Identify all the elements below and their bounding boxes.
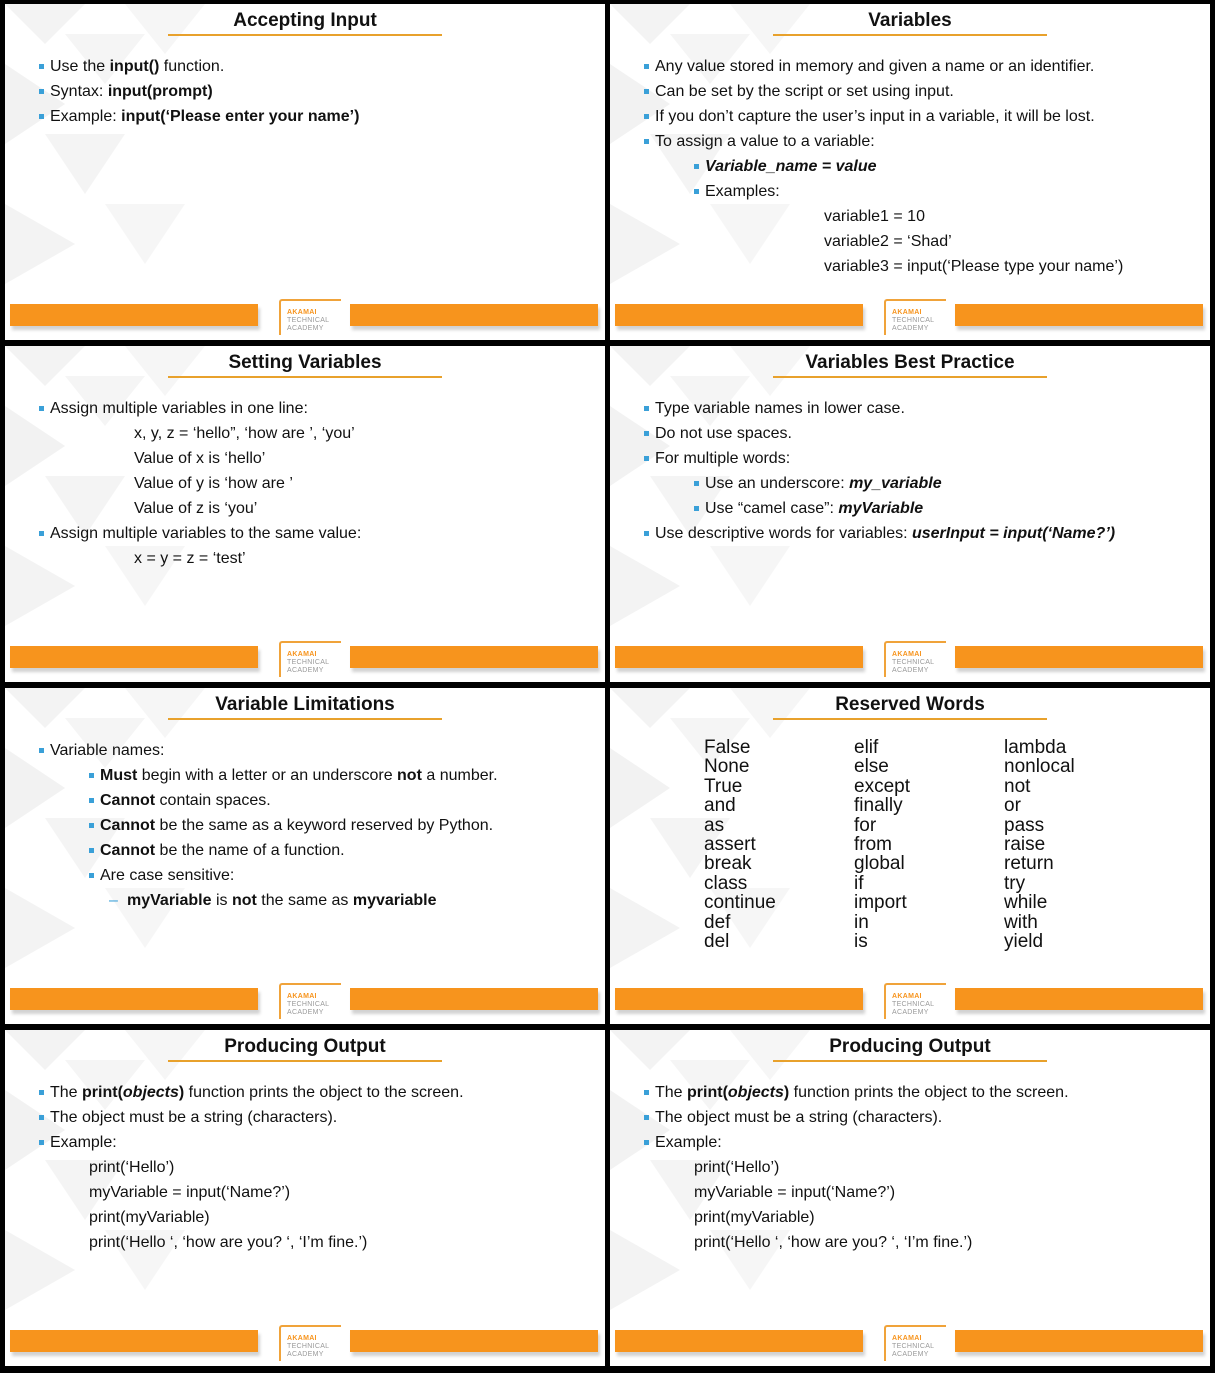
akamai-logo: AKAMAI TECHNICAL ACADEMY — [884, 299, 946, 335]
slide-title: Producing Output — [829, 1036, 991, 1057]
reserved-word: and — [704, 795, 736, 817]
reserved-word: def — [704, 911, 731, 933]
reserved-word: continue — [704, 892, 776, 914]
slide-producing-output-2 — [610, 1030, 1210, 1366]
reserved-word: in — [854, 911, 869, 933]
code-line: x, y, z = ‘hello”, ‘how are ’, ‘you’ — [134, 425, 355, 442]
code-line: myVariable = input(‘Name?’) — [89, 1184, 291, 1201]
slide-footer — [610, 641, 1210, 682]
slide-footer — [5, 983, 605, 1024]
title-underline — [773, 34, 1047, 36]
slide-content — [39, 738, 595, 913]
slide-reserved-words — [610, 688, 1210, 1024]
code-line: variable1 = 10 — [824, 208, 925, 225]
bullet: If you don’t capture the user’s input in a variable, it will be lost. — [644, 104, 1200, 129]
sub-bullet: Cannot contain spaces. — [39, 788, 595, 813]
sub-bullet: Cannot be the name of a function. — [39, 838, 595, 863]
reserved-word: from — [854, 834, 892, 856]
reserved-word: None — [704, 756, 750, 778]
bullet: The print(objects) function prints the object to the screen. — [644, 1080, 1200, 1105]
slide-content — [39, 396, 595, 571]
code-line: myVariable = input(‘Name?’) — [694, 1184, 896, 1201]
sub-bullet: Must begin with a letter or an underscore not a number. — [39, 763, 595, 788]
reserved-word: True — [704, 775, 743, 797]
footer-bar-right — [955, 304, 1203, 326]
title-underline — [168, 34, 442, 36]
reserved-word: del — [704, 931, 730, 953]
bullet: Example: — [644, 1130, 1200, 1155]
title-underline — [168, 718, 442, 720]
sub-bullet: Are case sensitive: — [39, 863, 595, 888]
reserved-word: else — [854, 756, 889, 778]
footer-bar-right — [955, 646, 1203, 668]
reserved-word: is — [854, 931, 868, 953]
code-line: print(‘Hello’) — [89, 1159, 175, 1176]
footer-bar-left — [615, 988, 863, 1010]
slide-producing-output-1 — [5, 1030, 605, 1366]
footer-bar-left — [10, 1330, 258, 1352]
reserved-word: for — [854, 814, 877, 836]
reserved-word: return — [1004, 853, 1054, 875]
sub-bullet: Use an underscore: my_variable — [644, 471, 1200, 496]
reserved-word: import — [854, 892, 907, 914]
code-line: Value of x is ‘hello’ — [134, 450, 266, 467]
footer-bar-left — [615, 1330, 863, 1352]
slide-footer — [610, 299, 1210, 340]
slide-title: Reserved Words — [835, 694, 985, 715]
reserved-word: assert — [704, 834, 756, 856]
bullet: Variable names: — [39, 738, 595, 763]
reserved-word: try — [1004, 872, 1026, 894]
dash-item: – myVariable is not the same as myvariable — [39, 888, 595, 913]
slide-content — [39, 1080, 595, 1255]
code-line: print(‘Hello ‘, ‘how are you? ‘, ‘I’m fine.’) — [89, 1234, 368, 1251]
bullet: The object must be a string (characters). — [39, 1105, 595, 1130]
reserved-word: global — [854, 853, 905, 875]
footer-bar-left — [10, 646, 258, 668]
code-line: Value of y is ‘how are ’ — [134, 475, 293, 492]
background-pattern — [5, 4, 335, 304]
bullet: Syntax: input(prompt) — [39, 79, 595, 104]
title-underline — [168, 376, 442, 378]
reserved-word: elif — [854, 737, 879, 758]
footer-bar-left — [10, 304, 258, 326]
slide-variables — [610, 4, 1210, 340]
bullet: Example: — [39, 1130, 595, 1155]
reserved-words-col-3 — [1004, 738, 1075, 951]
reserved-word: yield — [1004, 931, 1044, 953]
slide-footer — [610, 1325, 1210, 1366]
sub-bullet: Use “camel case”: myVariable — [644, 496, 1200, 521]
slide-title: Setting Variables — [228, 352, 382, 373]
bullet: The object must be a string (characters). — [644, 1105, 1200, 1130]
code-line: print(myVariable) — [694, 1209, 815, 1226]
slide-variables-best-practice — [610, 346, 1210, 682]
reserved-word: finally — [854, 795, 903, 817]
slide-setting-variables — [5, 346, 605, 682]
slide-title: Producing Output — [224, 1036, 386, 1057]
akamai-logo: AKAMAI TECHNICAL ACADEMY — [279, 299, 341, 335]
code-line: variable3 = input(‘Please type your name’) — [824, 258, 1124, 275]
slide-content — [39, 54, 595, 129]
reserved-word: with — [1004, 911, 1038, 933]
akamai-logo: AKAMAI TECHNICAL ACADEMY — [279, 983, 341, 1019]
bullet: Do not use spaces. — [644, 421, 1200, 446]
slide-title: Variables — [868, 10, 952, 31]
reserved-word: pass — [1004, 814, 1045, 836]
code-line: print(myVariable) — [89, 1209, 210, 1226]
akamai-logo: AKAMAI TECHNICAL ACADEMY — [884, 1325, 946, 1361]
reserved-word: raise — [1004, 834, 1046, 856]
slide-footer — [5, 299, 605, 340]
bullet: Use the input() function. — [39, 54, 595, 79]
title-underline — [773, 376, 1047, 378]
bullet: Can be set by the script or set using input. — [644, 79, 1200, 104]
footer-bar-left — [615, 304, 863, 326]
slide-accepting-input — [5, 4, 605, 340]
title-underline — [773, 1060, 1047, 1062]
bullet: Type variable names in lower case. — [644, 396, 1200, 421]
reserved-word: or — [1004, 795, 1021, 817]
reserved-word: class — [704, 872, 748, 894]
reserved-word: lambda — [1004, 737, 1067, 758]
code-line: x = y = z = ‘test’ — [134, 550, 246, 567]
slide-title: Variable Limitations — [215, 694, 395, 715]
akamai-logo: AKAMAI TECHNICAL ACADEMY — [279, 641, 341, 677]
title-underline — [168, 1060, 442, 1062]
sub-bullet: Cannot be the same as a keyword reserved by Python. — [39, 813, 595, 838]
slide-content — [644, 1080, 1200, 1255]
footer-bar-right — [350, 304, 598, 326]
reserved-word: not — [1004, 775, 1031, 797]
slide-footer — [5, 1325, 605, 1366]
sub-bullet: Variable_name = value — [644, 154, 1200, 179]
reserved-word: False — [704, 737, 751, 758]
slide-title: Variables Best Practice — [805, 352, 1015, 373]
code-line: print(‘Hello ‘, ‘how are you? ‘, ‘I’m fine.’) — [694, 1234, 973, 1251]
slide-title: Accepting Input — [233, 10, 377, 31]
footer-bar-right — [955, 988, 1203, 1010]
reserved-word: while — [1004, 892, 1048, 914]
bullet: For multiple words: — [644, 446, 1200, 471]
akamai-logo: AKAMAI TECHNICAL ACADEMY — [279, 1325, 341, 1361]
slide-footer — [5, 641, 605, 682]
slide-content — [644, 396, 1200, 546]
footer-bar-right — [350, 988, 598, 1010]
footer-bar-left — [615, 646, 863, 668]
reserved-word: as — [704, 814, 725, 836]
slide-variable-limitations — [5, 688, 605, 1024]
bullet: Use descriptive words for variables: userInput = input(‘Name?’) — [644, 521, 1200, 546]
footer-bar-left — [10, 988, 258, 1010]
akamai-logo: AKAMAI TECHNICAL ACADEMY — [884, 983, 946, 1019]
slide-content — [644, 54, 1200, 279]
sub-bullet: Examples: — [644, 179, 1200, 204]
code-line: print(‘Hello’) — [694, 1159, 780, 1176]
reserved-word: except — [854, 775, 910, 797]
code-line: Value of z is ‘you’ — [134, 500, 258, 517]
bullet: Any value stored in memory and given a name or an identifier. — [644, 54, 1200, 79]
bullet: Example: input(‘Please enter your name’) — [39, 104, 595, 129]
footer-bar-right — [955, 1330, 1203, 1352]
akamai-logo: AKAMAI TECHNICAL ACADEMY — [884, 641, 946, 677]
bullet: Assign multiple variables in one line: — [39, 396, 595, 421]
slide-footer — [610, 983, 1210, 1024]
footer-bar-right — [350, 646, 598, 668]
reserved-words-col-1 — [704, 738, 776, 951]
footer-bar-right — [350, 1330, 598, 1352]
reserved-word: if — [854, 872, 864, 894]
reserved-word: break — [704, 853, 752, 875]
reserved-word: nonlocal — [1004, 756, 1075, 778]
reserved-words-col-2 — [854, 738, 910, 951]
bullet: Assign multiple variables to the same value: — [39, 521, 595, 546]
bullet: To assign a value to a variable: — [644, 129, 1200, 154]
code-line: variable2 = ‘Shad’ — [824, 233, 952, 250]
title-underline — [773, 718, 1047, 720]
bullet: The print(objects) function prints the object to the screen. — [39, 1080, 595, 1105]
